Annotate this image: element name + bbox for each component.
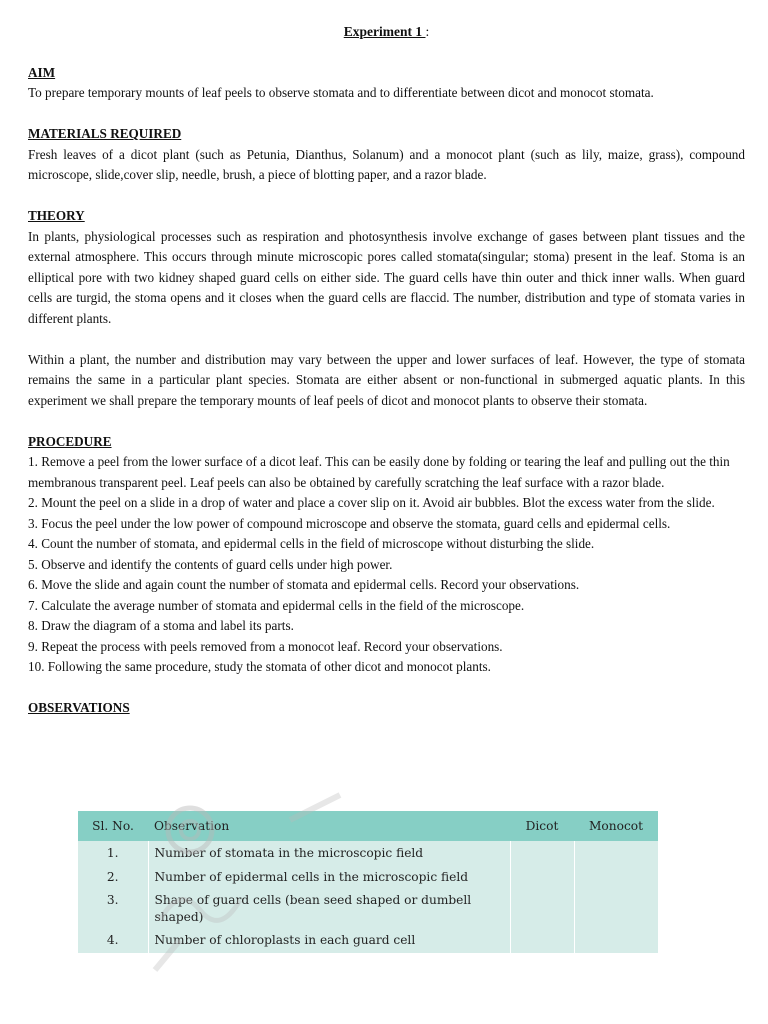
table-row: [78, 929, 658, 953]
aim-heading: AIM: [28, 64, 56, 80]
table-header-row: [78, 811, 658, 841]
row-observation: Number of epidermal cells in the microscopic field: [148, 866, 510, 890]
procedure-step: 5. Observe and identify the contents of guard cells under high power.: [28, 556, 393, 572]
theory-heading: THEORY: [28, 208, 85, 223]
procedure-step: 2. Mount the peel on a slide in a drop of water and place a cover slip on it. Avoid air bubbles. Blot the excess water from the slide.: [28, 495, 715, 510]
procedure-step: 1. Remove a peel from the lower surface of a dicot leaf. This can be easily done by folding or tearing the leaf and pulling out the thin membranous transparent peel. Leaf peels can also be obtained by carefully scratching the leaf surface with a razor blade.: [28, 454, 730, 490]
procedure-step: 3. Focus the peel under the low power of compound microscope and observe the stomata, guard cells and epidermal cells.: [28, 515, 671, 531]
procedure-step: 6. Move the slide and again count the number of stomata and epidermal cells. Record your observations.: [28, 577, 580, 592]
procedure-step: 4. Count the number of stomata, and epidermal cells in the field of microscope without disturbing the slide.: [28, 536, 595, 551]
theory-paragraph-2: Within a plant, the number and distribution may vary between the upper and lower surfaces of leaf. However, the type of stomata remains the same in a particular plant species. Stomata are either absent or non-functional in submerged aquatic plants. In this experiment we shall prepare the temporary mounts of leaf peels of dicot and monocot plants to observe their stomata.: [28, 351, 745, 408]
document-page: [28, 22, 745, 719]
row-dicot-cell: [510, 841, 574, 866]
row-dicot-cell: [510, 889, 574, 929]
procedure-step: 7. Calculate the average number of stomata and epidermal cells in the field of the microscope.: [28, 597, 525, 613]
procedure-heading: PROCEDURE: [28, 433, 112, 449]
table-row: [78, 889, 658, 929]
row-observation: Shape of guard cells (bean seed shaped or dumbell shaped): [148, 889, 510, 929]
column-header-monocot: Monocot: [588, 819, 644, 833]
materials-section: [28, 124, 745, 186]
procedure-section: [28, 432, 745, 678]
row-observation: Number of chloroplasts in each guard cell: [148, 929, 510, 953]
row-monocot-cell: [574, 841, 658, 866]
observations-table: [78, 811, 658, 953]
row-dicot-cell: [510, 866, 574, 890]
row-monocot-cell: [574, 889, 658, 929]
procedure-step: 9. Repeat the process with peels removed from a monocot leaf. Record your observations.: [28, 638, 503, 654]
procedure-step: 10. Following the same procedure, study the stomata of other dicot and monocot plants.: [28, 659, 491, 674]
materials-text: Fresh leaves of a dicot plant (such as Petunia, Dianthus, Solanum) and a monocot plant (such as lily, maize, grass), compound microscope, slide,cover slip, needle, brush, a piece of blotting paper, and a razor blade.: [28, 146, 745, 182]
row-monocot-cell: [574, 929, 658, 953]
row-observation: Number of stomata in the microscopic field: [148, 841, 510, 866]
observations-table-container: [78, 811, 658, 953]
column-header-dicot: Dicot: [525, 819, 559, 833]
title-text: Experiment 1: [343, 24, 426, 39]
row-sl-no: 1.: [78, 841, 148, 866]
theory-section: [28, 206, 745, 411]
aim-section: [28, 63, 745, 104]
table-row: [78, 841, 658, 866]
aim-text: To prepare temporary mounts of leaf peels to observe stomata and to differentiate between dicot and monocot stomata.: [28, 85, 654, 100]
title-colon: :: [425, 24, 430, 39]
row-sl-no: 4.: [78, 929, 148, 953]
observations-heading: OBSERVATIONS: [28, 700, 130, 715]
row-sl-no: 2.: [78, 866, 148, 890]
page-title: [28, 22, 745, 43]
row-sl-no: 3.: [78, 889, 148, 929]
column-header-observation: Observation: [154, 819, 230, 833]
theory-paragraph-1: In plants, physiological processes such as respiration and photosynthesis involve exchange of gases between plant tissues and the external atmosphere. This occurs through minute microscopic pores called stomata(singular; stoma) present in the leaf. Stoma is an elliptical pore with two kidney shaped guard cells on either side. The guard cells have thin outer and thick inner walls. When guard cells are turgid, the stoma opens and it closes when the guard cells are flaccid. The number, distribution and type of stomata varies in different plants.: [28, 228, 745, 326]
row-monocot-cell: [574, 866, 658, 890]
procedure-steps: [28, 452, 745, 678]
procedure-step: 8. Draw the diagram of a stoma and label its parts.: [28, 618, 294, 633]
materials-heading: MATERIALS REQUIRED: [28, 126, 182, 141]
column-header-sl-no: Sl. No.: [92, 819, 134, 833]
row-dicot-cell: [510, 929, 574, 953]
table-row: [78, 866, 658, 890]
